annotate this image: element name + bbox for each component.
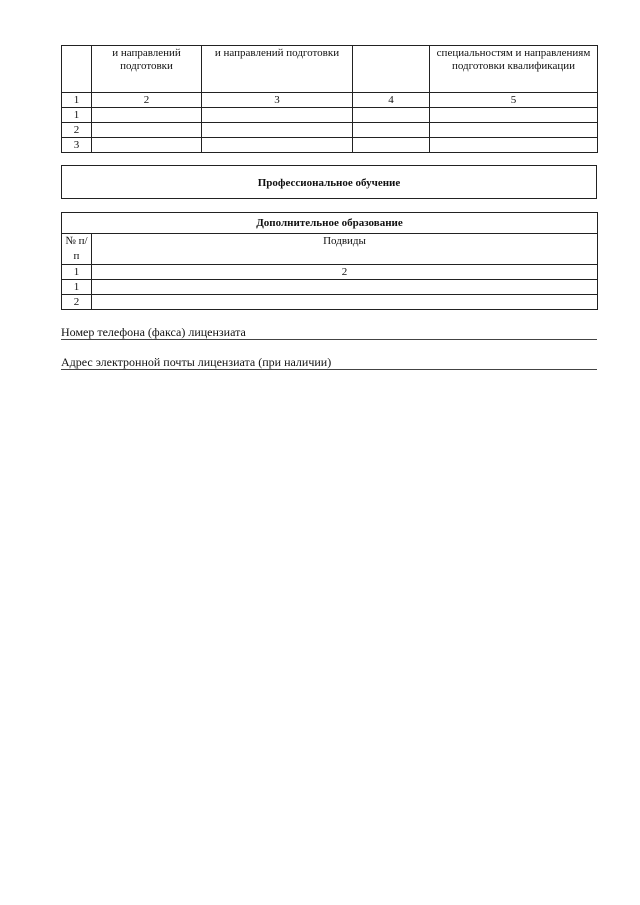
row-number: 3 [62, 138, 92, 153]
professional-training-section [61, 165, 597, 199]
empty-cell [92, 108, 202, 123]
header-cell-4 [353, 46, 430, 93]
empty-cell [92, 123, 202, 138]
table-row [62, 295, 598, 310]
phone-label: Номер телефона (факса) лицензиата [61, 325, 246, 339]
table-title-row [62, 213, 598, 234]
empty-cell [92, 138, 202, 153]
email-field [61, 356, 597, 370]
empty-cell [353, 108, 430, 123]
table-row [62, 138, 598, 153]
email-label: Адрес электронной почты лицензиата (при наличии) [61, 355, 332, 369]
column-number: 4 [353, 93, 430, 108]
section-title: Дополнительное образование [62, 213, 598, 234]
licensing-programs-table [61, 45, 598, 153]
header-cell-5: специальностям и направлениям подготовки квалификации [430, 46, 598, 93]
empty-cell [202, 108, 353, 123]
empty-cell [92, 295, 598, 310]
column-number: 1 [62, 93, 92, 108]
table-row [62, 123, 598, 138]
column-number-row [62, 265, 598, 280]
empty-cell [430, 108, 598, 123]
header-subtypes: Подвиды [92, 234, 598, 265]
row-number: 1 [62, 280, 92, 295]
table-row [62, 108, 598, 123]
empty-cell [353, 138, 430, 153]
empty-cell [202, 123, 353, 138]
header-cell-2: и направлений подготовки [92, 46, 202, 93]
section-title: Профессиональное обучение [257, 177, 401, 189]
column-number: 5 [430, 93, 598, 108]
row-number: 2 [62, 123, 92, 138]
row-number: 2 [62, 295, 92, 310]
header-cell-3: и направлений подготовки [202, 46, 353, 93]
column-number: 3 [202, 93, 353, 108]
table-header-row [62, 46, 598, 93]
column-number-row [62, 93, 598, 108]
header-number: № п/п [62, 234, 92, 265]
empty-cell [202, 138, 353, 153]
additional-education-table [61, 212, 598, 310]
phone-field [61, 326, 597, 340]
empty-cell [430, 138, 598, 153]
column-number: 2 [92, 93, 202, 108]
column-number: 2 [92, 265, 598, 280]
empty-cell [353, 123, 430, 138]
header-cell-1 [62, 46, 92, 93]
row-number: 1 [62, 108, 92, 123]
empty-cell [430, 123, 598, 138]
table-header-row [62, 234, 598, 265]
empty-cell [92, 280, 598, 295]
column-number: 1 [62, 265, 92, 280]
table-row [62, 280, 598, 295]
